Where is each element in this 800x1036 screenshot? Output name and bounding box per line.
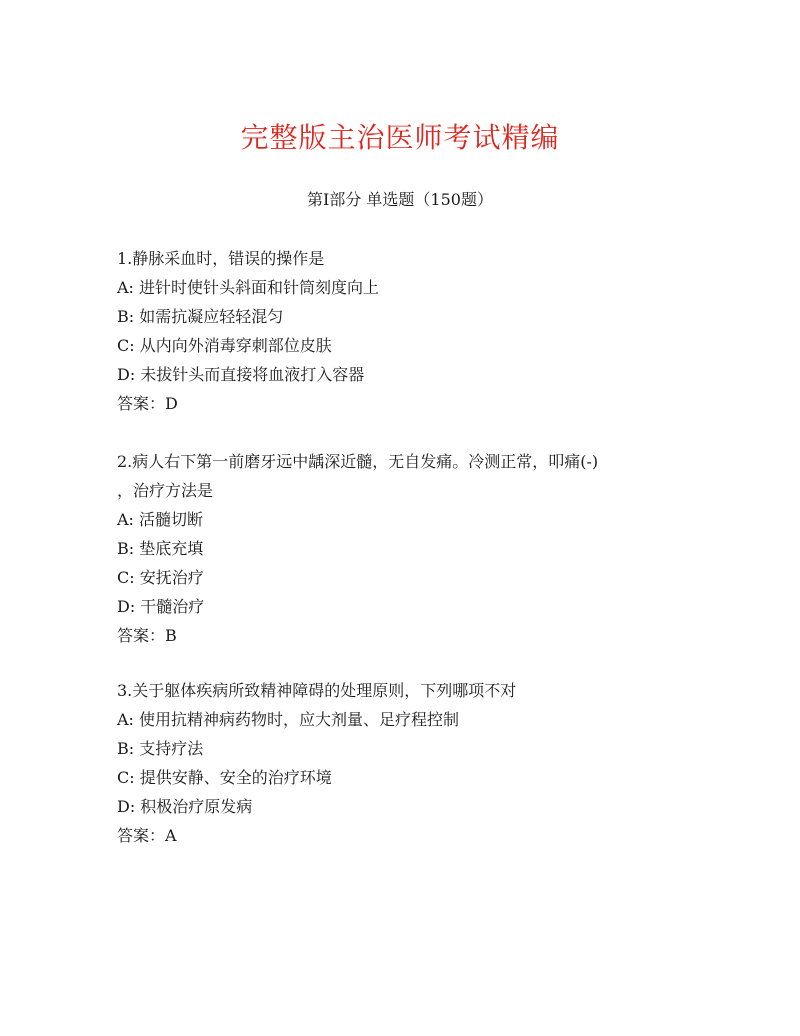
option-c: C: 安抚治疗 xyxy=(117,568,204,587)
option-c: C: 从内向外消毒穿刺部位皮肤 xyxy=(117,336,332,355)
answer-line: 答案：B xyxy=(117,626,177,645)
option-d: D: 未拔针头而直接将血液打入容器 xyxy=(117,365,365,384)
option-a: A: 活髓切断 xyxy=(117,510,204,529)
option-b: B: 垫底充填 xyxy=(117,539,204,558)
question-stem: 1.静脉采血时，错误的操作是 xyxy=(117,249,325,268)
question-stem: 3.关于躯体疾病所致精神障碍的处理原则，下列哪项不对 xyxy=(117,681,517,700)
option-b: B: 支持疗法 xyxy=(117,739,204,758)
option-a: A: 使用抗精神病药物时，应大剂量、足疗程控制 xyxy=(117,710,460,729)
section-heading: 第I部分 单选题（150题） xyxy=(307,190,493,209)
option-d: D: 干髓治疗 xyxy=(117,597,205,616)
option-d: D: 积极治疗原发病 xyxy=(117,797,253,816)
question-1 xyxy=(117,244,707,418)
option-a: A: 进针时使针头斜面和针筒刻度向上 xyxy=(117,278,380,297)
answer-line: 答案：D xyxy=(117,394,178,413)
question-3 xyxy=(117,676,707,850)
answer-line: 答案：A xyxy=(117,826,177,845)
document-title: 完整版主治医师考试精编 xyxy=(240,121,560,154)
question-stem-continued: ，治疗方法是 xyxy=(117,481,214,500)
option-b: B: 如需抗凝应轻轻混匀 xyxy=(117,307,284,326)
question-stem: 2.病人右下第一前磨牙远中龋深近髓，无自发痛。冷测正常，叩痛(-) xyxy=(117,452,599,471)
option-c: C: 提供安静、安全的治疗环境 xyxy=(117,768,332,787)
question-2 xyxy=(117,447,707,650)
